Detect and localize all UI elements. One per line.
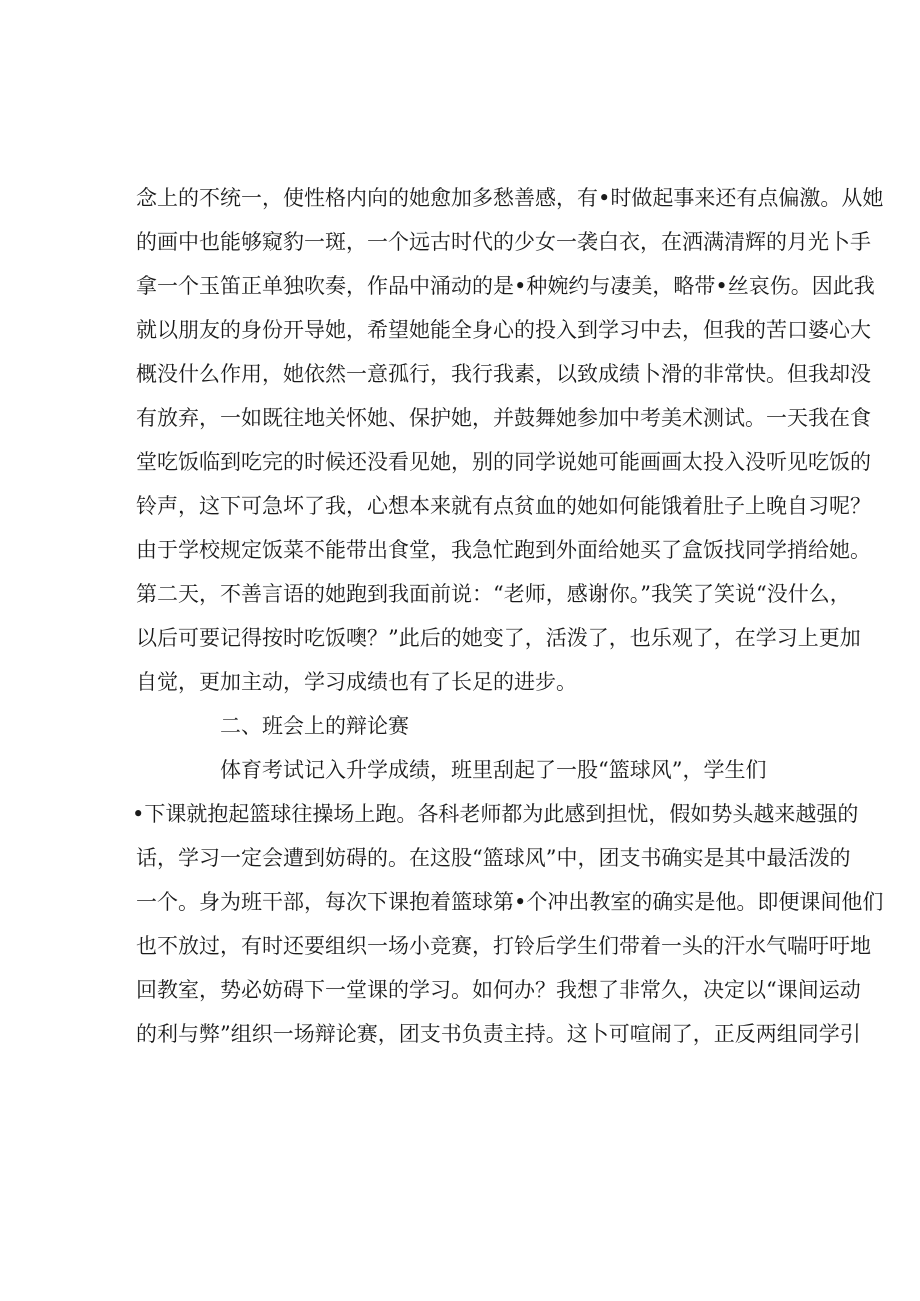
paragraph-first-line: 体育考试记入升学成绩，班里刮起了一股“篮球风”，学生们 [220,758,767,782]
paragraph-line: 有放弃，一如既往地关怀她、保护她，并鼓舞她参加中考美术测试。一天我在食 [136,406,871,430]
paragraph-line: 由于学校规定饭菜不能带出食堂，我急忙跑到外面给她买了盒饭找同学捎给她。 [136,538,871,562]
paragraph-line: 的画中也能够窥豹一斑，一个远古时代的少女一袭白衣，在洒满清辉的月光卜手 [136,230,871,254]
paragraph-line: 自觉，更加主动，学习成绩也有了长足的进步。 [136,670,577,694]
document-body [132,176,884,1056]
paragraph-line: 概没什么作用，她依然一意孤行，我行我素，以致成绩卜滑的非常快。但我却没 [136,362,871,386]
paragraph-line: 的利与弊”组织一场辩论赛，团支书负责主持。这卜可喧闹了，正反两组同学引 [136,1022,861,1046]
paragraph-line: 也不放过，有时还要组织一场小竞赛，打铃后学生们带着一头的汗水气喘吁吁地 [136,934,871,958]
paragraph-line: 铃声，这下可急坏了我，心想本来就有点贫血的她如何能饿着肚子上晚自习呢？ [136,494,871,518]
paragraph-line: 回教室，势必妨碍下一堂课的学习。如何办？我想了非常久，决定以“课间运动 [136,978,861,1002]
section-heading: 二、班会上的辩论赛 [220,714,409,738]
paragraph-line: 堂吃饭临到吃完的时候还没看见她，别的同学说她可能画画太投入没听见吃饭的 [136,450,871,474]
paragraph-line: 第二天，不善言语的她跑到我面前说：“老师，感谢你。”我笑了笑说“没什么， [136,582,851,606]
paragraph-line: 一个。身为班干部，每次下课抱着篮球第•个冲出教室的确实是他。即便课间他们 [136,890,884,914]
paragraph-line: 拿一个玉笛正单独吹奏，作品中涌动的是•种婉约与凄美，略带•丝哀伤。因此我 [136,274,875,298]
paragraph-line: 就以朋友的身份开导她，希望她能全身心的投入到学习中去，但我的苦口婆心大 [136,318,871,342]
paragraph-line: 念上的不统一，使性格内向的她愈加多愁善感，有•时做起事来还有点偏激。从她 [136,186,884,210]
paragraph-line: •下课就抱起篮球往操场上跑。各科老师都为此感到担忧，假如势头越来越强的 [132,802,859,826]
paragraph-line: 话，学习一定会遭到妨碍的。在这股“篮球风”中，团支书确实是其中最活泼的 [136,846,851,870]
paragraph-line: 以后可要记得按时吃饭噢？”此后的她变了，活泼了，也乐观了，在学习上更加 [136,626,861,650]
